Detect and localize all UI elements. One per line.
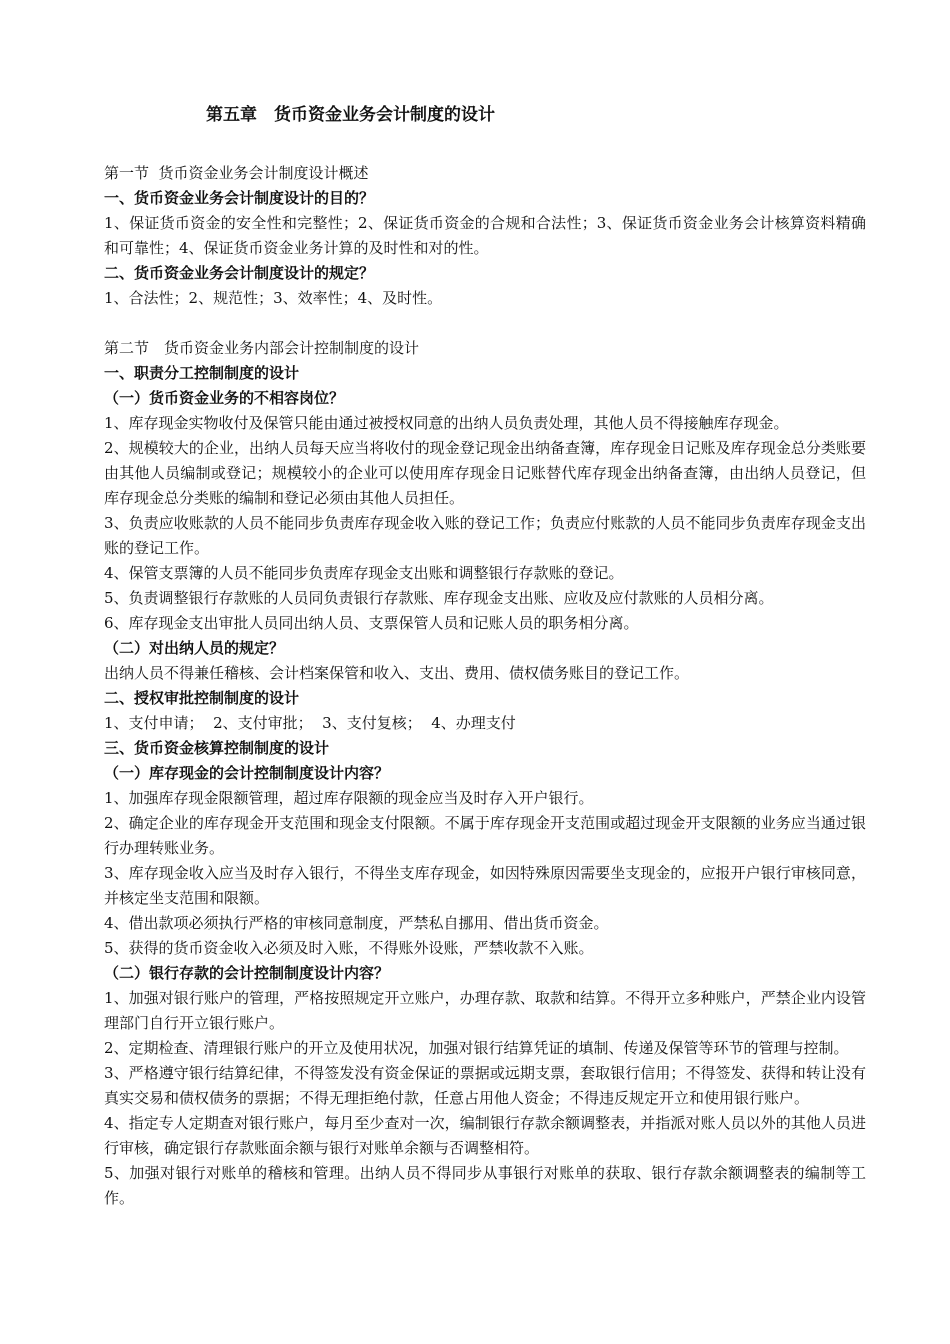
section-2-heading-3: 三、货币资金核算控制制度的设计 — [104, 739, 330, 757]
list-item: 4、借出款项必须执行严格的审核同意制度，严禁私自挪用、借出货币资金。 — [104, 914, 609, 932]
section-1-title: 第一节 货币资金业务会计制度设计概述 — [104, 164, 369, 182]
list-item: 2、定期检查、清理银行账户的开立及使用状况，加强对银行结算凭证的填制、传递及保管等环节的管理与控制。 — [104, 1039, 849, 1057]
section-2-heading-2: 二、授权审批控制制度的设计 — [104, 689, 300, 707]
list-item: 6、库存现金支出审批人员同出纳人员、支票保管人员和记账人员的职务相分离。 — [104, 614, 639, 632]
section-2-paragraph-1b: 出纳人员不得兼任稽核、会计档案保管和收入、支出、费用、债权债务账目的登记工作。 — [104, 664, 690, 682]
section-1-heading-2: 二、货币资金业务会计制度设计的规定？ — [104, 264, 375, 282]
list-item: 3、严格遵守银行结算纪律，不得签发没有资金保证的票据或远期支票，套取银行信用；不得签发、获得和转让没有真实交易和债权债务的票据；不得无理拒绝付款，任意占用他人资金；不得违反规定开立和使用银行账户。 — [104, 1064, 866, 1107]
section-2-title: 第二节 货币资金业务内部会计控制制度的设计 — [104, 339, 420, 357]
section-2-subheading-1a: （一）货币资金业务的不相容岗位？ — [104, 389, 345, 407]
section-2-paragraph-2: 1、支付申请； 2、支付审批； 3、支付复核； 4、办理支付 — [104, 714, 516, 732]
section-2-subheading-3b: （二）银行存款的会计控制制度设计内容？ — [104, 964, 390, 982]
list-item: 4、指定专人定期查对银行账户，每月至少查对一次，编制银行存款余额调整表，并指派对账人员以外的其他人员进行审核，确定银行存款账面余额与银行对账单余额与否调整相符。 — [104, 1114, 866, 1157]
section-1-paragraph-2: 1、合法性；2、规范性；3、效率性；4、及时性。 — [104, 289, 443, 307]
list-item: 4、保管支票簿的人员不能同步负责库存现金支出账和调整银行存款账的登记。 — [104, 564, 624, 582]
section-2-subheading-1b: （二）对出纳人员的规定？ — [104, 639, 285, 657]
section-2-heading-1: 一、职责分工控制制度的设计 — [104, 364, 300, 382]
document-page — [104, 103, 866, 1211]
list-item: 5、负责调整银行存款账的人员同负责银行存款账、库存现金支出账、应收及应付款账的人员相分离。 — [104, 589, 774, 607]
section-gap — [104, 311, 866, 336]
list-item: 2、规模较大的企业，出纳人员每天应当将收付的现金登记现金出纳备查簿，库存现金日记账及库存现金总分类账要由其他人员编制或登记；规模较小的企业可以使用库存现金日记账替代库存现金出纳备查簿，由出纳人员登记，但库存现金总分类账的编制和登记必须由其他人员担任。 — [104, 439, 866, 507]
list-item: 3、库存现金收入应当及时存入银行，不得坐支库存现金，如因特殊原因需要坐支现金的，应报开户银行审核同意，并核定坐支范围和限额。 — [104, 864, 866, 907]
list-item: 5、获得的货币资金收入必须及时入账，不得账外设账，严禁收款不入账。 — [104, 939, 594, 957]
list-item: 5、加强对银行对账单的稽核和管理。出纳人员不得同步从事银行对账单的获取、银行存款余额调整表的编制等工作。 — [104, 1164, 866, 1207]
list-item: 2、确定企业的库存现金开支范围和现金支付限额。不属于库存现金开支范围或超过现金开支限额的业务应当通过银行办理转账业务。 — [104, 814, 866, 857]
list-item: 1、加强对银行账户的管理，严格按照规定开立账户，办理存款、取款和结算。不得开立多种账户，严禁企业内设管理部门自行开立银行账户。 — [104, 989, 866, 1032]
section-1-heading-1: 一、货币资金业务会计制度设计的目的？ — [104, 189, 375, 207]
section-1-paragraph-1: 1、保证货币资金的安全性和完整性；2、保证货币资金的合规和合法性；3、保证货币资金业务会计核算资料精确和可靠性；4、保证货币资金业务计算的及时性和对的性。 — [104, 214, 866, 257]
section-2-subheading-3a: （一）库存现金的会计控制制度设计内容？ — [104, 764, 390, 782]
list-item: 3、负责应收账款的人员不能同步负责库存现金收入账的登记工作；负责应付账款的人员不能同步负责库存现金支出账的登记工作。 — [104, 514, 866, 557]
list-item: 1、加强库存现金限额管理，超过库存限额的现金应当及时存入开户银行。 — [104, 789, 594, 807]
chapter-title: 第五章 货币资金业务会计制度的设计 — [206, 105, 495, 125]
list-item: 1、库存现金实物收付及保管只能由通过被授权同意的出纳人员负责处理，其他人员不得接触库存现金。 — [104, 414, 789, 432]
